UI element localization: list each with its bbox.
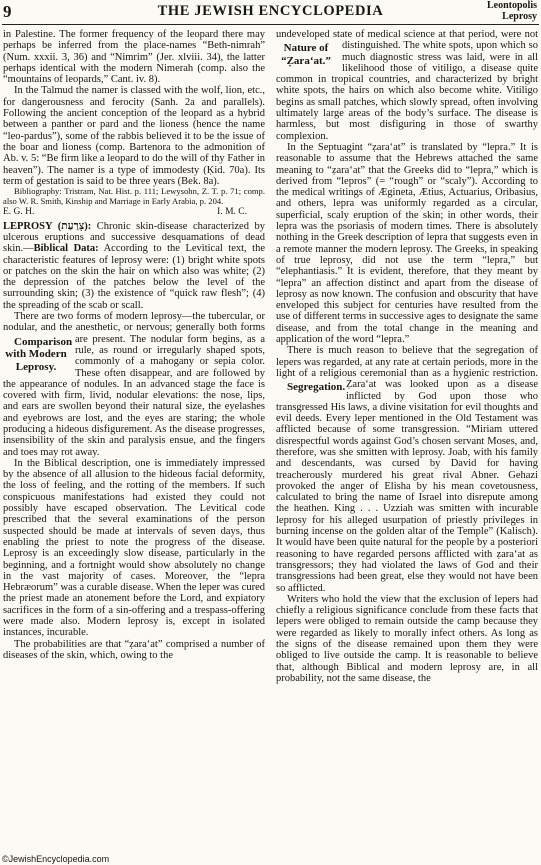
header-rule: [2, 24, 539, 25]
exclusion-paragraph: Writers who hold the view that the exclusion of lepers had chiefly a religious significance conclude from these facts that lepers were obliged to remain outside the camp because they were regarded as likely to morally infect others. As long as the signs of the disease remained upon them they were obliged to live outside the camp. It is reasonable to believe that, although Biblical and modern leprosy are, in all probability, not the same disease, the: [276, 593, 538, 684]
modern-leprosy-text-rest: nodular form begins, as a rule, as round or irregularly shaped spots, commonly of a mahogany or sepia color. These often disappear, and are followed by the appearance of nodules. In an advanced stage the face is covered with firm, livid, nodular elevations: the nose, lips, and ears are swollen beyond their natural size, the eyelashes and eyebrows are lost, and the eyes are staring; the whole producing a hideous disfigurement. As the disease progresses, insensibility of the skin and paralysis ensue, and the fingers and toes may rot away.: [3, 333, 265, 458]
left-column: [3, 29, 265, 849]
nature-text-start: undeveloped state of medical science at that period, were not distinguished. The white spots, upon: [276, 29, 538, 52]
running-head-first-entry: Leontopolis: [486, 0, 537, 11]
bibliography: Bibliography: Tristram, Nat. Hist. p. 111; Lewysohn, Z. T. p. 71; comp. also W. R. Smith, Kinship and Marriage in Early Arabia, p. 204.: [3, 186, 265, 206]
publication-title: THE JEWISH ENCYCLOPEDIA: [157, 3, 384, 19]
leopard-paragraph-talmud: In the Talmud the namer is classed with the wolf, lion, etc., for dangerousness and ferocity (Sanh. 2a and parallels). Following the ancient conception of the leopard as a hybrid between a panther or pard and the lioness (hence the name “leo-pardus”), some of the rabbis believed it to be the issue of the boar and lioness (comp. Bartenora to the admonition of Ab. v. 5: “Be firm like a leopard to do the will of thy Father in heaven”). The namer is a type of immodesty (Ḳid. 70a). Its term of gestation is said to be three years (Bek. 8a).: [3, 85, 265, 187]
leprosy-entry-intro: [3, 221, 265, 311]
signature-right: I. M. C.: [217, 207, 247, 218]
segregation-paragraph: [276, 345, 538, 594]
right-column: [276, 29, 538, 849]
running-head: [487, 1, 537, 22]
leprosy-definition: Chronic skin-disease characterized by ulcerous eruptions and successive desquamations of dead skin.—: [3, 220, 265, 255]
zaraat-probabilities-paragraph: The probabilities are that “ẓara‘at” comprised a number of diseases of the skin, which, owing to the: [3, 638, 265, 661]
running-head-last-entry: Leprosy: [502, 10, 537, 22]
sidenote-comparison: Comparison with Modern Leprosy.: [5, 335, 73, 373]
septuagint-paragraph: In the Septuagint “ẓara‘at” is translated by “lepra.” It is reasonable to assume that the Hebrews attached the same meaning to “ẓara‘at” that the Greeks did to “lepra,” which is derived from “lepros” (= “rough” or “scaly”). According to the medical writings of Æginetа, Ætius, Actuarius, Oribasius, and others, lepra was uniformly regarded as a circular, superficial, scaly eruption of the skin; in other words, their lepra was the psoriasis of modern times. There is absolutely nothing in the Greek description of lepra that suggests even in a remote manner the modern leprosy. The Greeks, in speaking of true leprosy, did not use the term “lepra,” but “elephantiasis.” It is evident, therefore, that they meant by “lepra” an affection distinct and apart from the disease of leprosy as now known. The confusion and obscurity that have enveloped this subject for centuries have resulted from the use of different terms in successive ages to designate the same disease, and from the total change in the meaning and application of the word “lepra.”: [276, 141, 538, 346]
biblical-data-heading: Biblical Data:: [33, 243, 99, 255]
copyright-watermark: ©JewishEncyclopedia.com: [2, 854, 110, 864]
nature-text-rest: which so much diagnostic stress was laid, were in all likelihood those of vitiligo, a disease quite common in tropical countries, and characterized by bright white spots, the hairs on which also become white. Vitiligo begins as small patches, which slowly spread, often involving ultimately large areas of the body’s surface. The disease is harmless, but most disfiguring in those of swarthy complexion.: [276, 40, 538, 142]
segregation-text-rest: Ẓara‘at was looked upon as a disease inflicted by God upon those who transgressed His laws, a divine visitation for evil thoughts and evil deeds. Every leper mentioned in the Old Testament was afflicted because of some transgression. “Miriam uttered disrespectful words against God’s chosen servant Moses, and, therefore, was she smitten with leprosy. Joab, with his family and descendants, was cursed by David for having treacherously murdered his great rival Abner. Gehazi provoked the anger of Elisha by his mean covetousness, calculated to bring the name of Israel into disrepute among the heathen. King . . . Uzziah was smitten with incurable leprosy for his alleged usurpation of priestly privileges in burning incense on the golden altar of the Temple” (Kalisch). It would have been quite natural for the people by a posteriori reasoning to have regarded persons afflicted with ẓara‘at as transgressors; they had violated the laws of God and their transgressions had been great, else they would not have been so afflicted.: [276, 379, 538, 594]
sidenote-nature-of-zaraat: Nature of “Ẓara‘at.”: [281, 42, 331, 67]
biblical-data-text: According to the Levitical text, the characteristic features of leprosy were: (1) bright white spots or patches on the skin the hair on which also was white; (2) the depression of the patches below the level of the surrounding skin; (3) the existence of “quick raw flesh”; (4) the spreading of the scab or scall.: [3, 243, 265, 311]
biblical-description-paragraph: In the Biblical description, one is immediately impressed by the absence of all allusion to the hideous facial deformity, the loss of feeling, and the rotting of the members. If such conspicuous manifestations had existed they could not possibly have escaped observation. The Levitical code prescribed that the several examinations of the person suspected should be made at intervals of seven days, thus enabling the priest to note the progress of the disease. Leprosy is an exceedingly slow disease, particularly in the beginning, and a fortnight would show absolutely no change in the vast majority of cases. Moreover, the “lepra Hebræorum” was a curable disease. When the leper was cured the priest made an atonement before the Lord, and expiatory sacrifices in the form of a sin-offering and a trespass-offering were made also. Modern leprosy is, except in isolated instances, incurable.: [3, 457, 265, 639]
page-number: 9: [3, 2, 12, 21]
author-signatures: [3, 206, 265, 220]
sidenote-segregation: Segregation.: [287, 381, 346, 394]
leprosy-headword: LEPROSY (צָרַעַת):: [3, 220, 92, 232]
segregation-text-start: There is much reason to believe that the segregation of lepers was regarded, at any rate at certain periods, more in the light of a religious ceremonial than as a hygienic restriction.: [276, 345, 538, 379]
modern-leprosy-paragraph: [3, 311, 265, 458]
signature-left: E. G. H.: [3, 207, 35, 218]
page-header: [0, 0, 541, 26]
modern-leprosy-text-start: There are two forms of modern leprosy—the tubercular, or nodular, and the anesthetic, or nervous; generally both forms are present. The: [3, 311, 265, 345]
leopard-paragraph-1: in Palestine. The former frequency of the leopard there may perhaps be inferred from the place-names “Beth-nimrah” (Num. xxxii. 3, 36) and “Nimrim” (Jer. xlviii. 34), the latter perhaps identical with the modern Nimerah (comp. also the “mountains of leopards,” Cant. iv. 8).: [3, 29, 265, 86]
undeveloped-science-paragraph: [276, 29, 538, 142]
